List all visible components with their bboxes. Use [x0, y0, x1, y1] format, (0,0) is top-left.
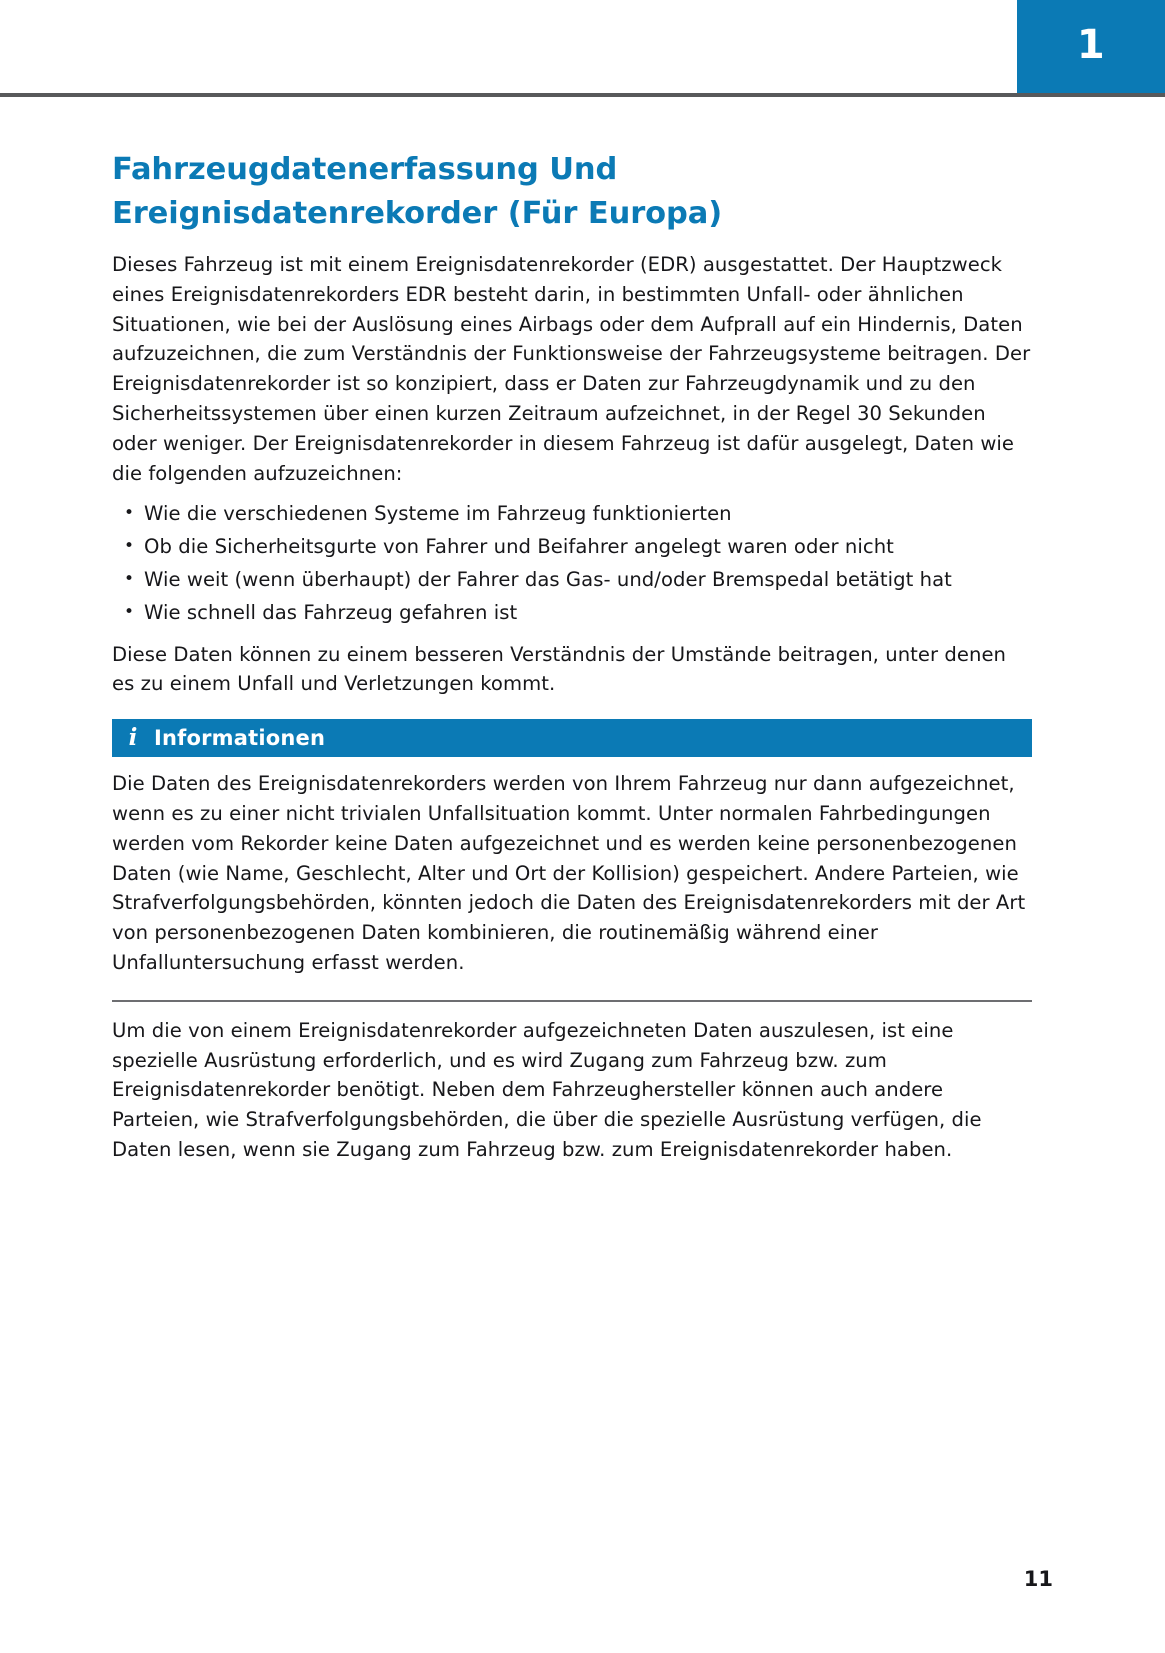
- chapter-tab: [1017, 0, 1165, 93]
- list-item: • Wie weit (wenn überhaupt) der Fahrer das Gas- und/oder Bremspedal betätigt hat: [112, 565, 1032, 595]
- list-item: • Wie die verschiedenen Systeme im Fahrzeug funktionierten: [112, 499, 1032, 529]
- information-body: Die Daten des Ereignisdatenrekorders werden von Ihrem Fahrzeug nur dann aufgezeichnet, wenn es zu einer nicht trivialen Unfallsituation kommt. Unter normalen Fahrbedingungen werden vom Rekorder keine Daten aufgezeichnet und es werden keine personenbezogenen Daten (wie Name, Geschlecht, Alter und Ort der Kollision) gespeichert. Andere Parteien, wie Strafverfolgungsbehörden, könnten jedoch die Daten des Ereignisdatenrekorders mit der Art von personenbezogenen Daten kombinieren, die routinemäßig während einer Unfalluntersuchung erfasst werden.: [112, 772, 1026, 974]
- header-divider: [0, 93, 1165, 97]
- page-title-line-2: Ereignisdatenrekorder (Für Europa): [112, 196, 723, 231]
- list-item: • Wie schnell das Fahrzeug gefahren ist: [112, 598, 1032, 628]
- info-icon: i: [128, 724, 138, 752]
- page-number: 11: [1023, 1567, 1053, 1591]
- chapter-number: 1: [1076, 22, 1106, 68]
- feature-bullet-list: [112, 499, 1032, 627]
- information-banner-title: Informationen: [154, 726, 326, 751]
- information-banner: [112, 719, 1032, 757]
- page-title-line-1: Fahrzeugdatenerfassung Und: [112, 152, 618, 187]
- list-item: • Ob die Sicherheitsgurte von Fahrer und Beifahrer angelegt waren oder nicht: [112, 532, 1032, 562]
- page-title: [112, 148, 1032, 236]
- page-content: [112, 148, 1032, 1165]
- closing-paragraph: Um die von einem Ereignisdatenrekorder aufgezeichneten Daten auszulesen, ist eine spezielle Ausrüstung erforderlich, und es wird Zugang zum Fahrzeug bzw. zum Ereignisdatenrekorder benötigt. Neben dem Fahrzeughersteller können auch andere Parteien, wie Strafverfolgungsbehörden, die über die spezielle Ausrüstung verfügen, die Daten lesen, wenn sie Zugang zum Fahrzeug bzw. zum Ereignisdatenrekorder haben.: [112, 1018, 982, 1161]
- intro-paragraph: Dieses Fahrzeug ist mit einem Ereignisdatenrekorder (EDR) ausgestattet. Der Hauptzweck eines Ereignisdatenrekorders EDR besteht darin, in bestimmten Unfall- oder ähnlichen Situationen, wie bei der Auslösung eines Airbags oder dem Aufprall auf ein Hindernis, Daten aufzuzeichnen, die zum Verständnis der Funktionsweise der Fahrzeugsysteme beitragen. Der Ereignisdatenrekorder ist so konzipiert, dass er Daten zur Fahrzeugdynamik und zu den Sicherheitssystemen über einen kurzen Zeitraum aufzeichnet, in der Regel 30 Sekunden oder weniger. Der Ereignisdatenrekorder in diesem Fahrzeug ist dafür ausgelegt, Daten wie die folgenden aufzuzeichnen:: [112, 253, 1031, 485]
- section-divider: [112, 1000, 1032, 1002]
- page-header: [0, 0, 1165, 96]
- after-bullets-paragraph: Diese Daten können zu einem besseren Verständnis der Umstände beitragen, unter denen es zu einem Unfall und Verletzungen kommt.: [112, 642, 1007, 696]
